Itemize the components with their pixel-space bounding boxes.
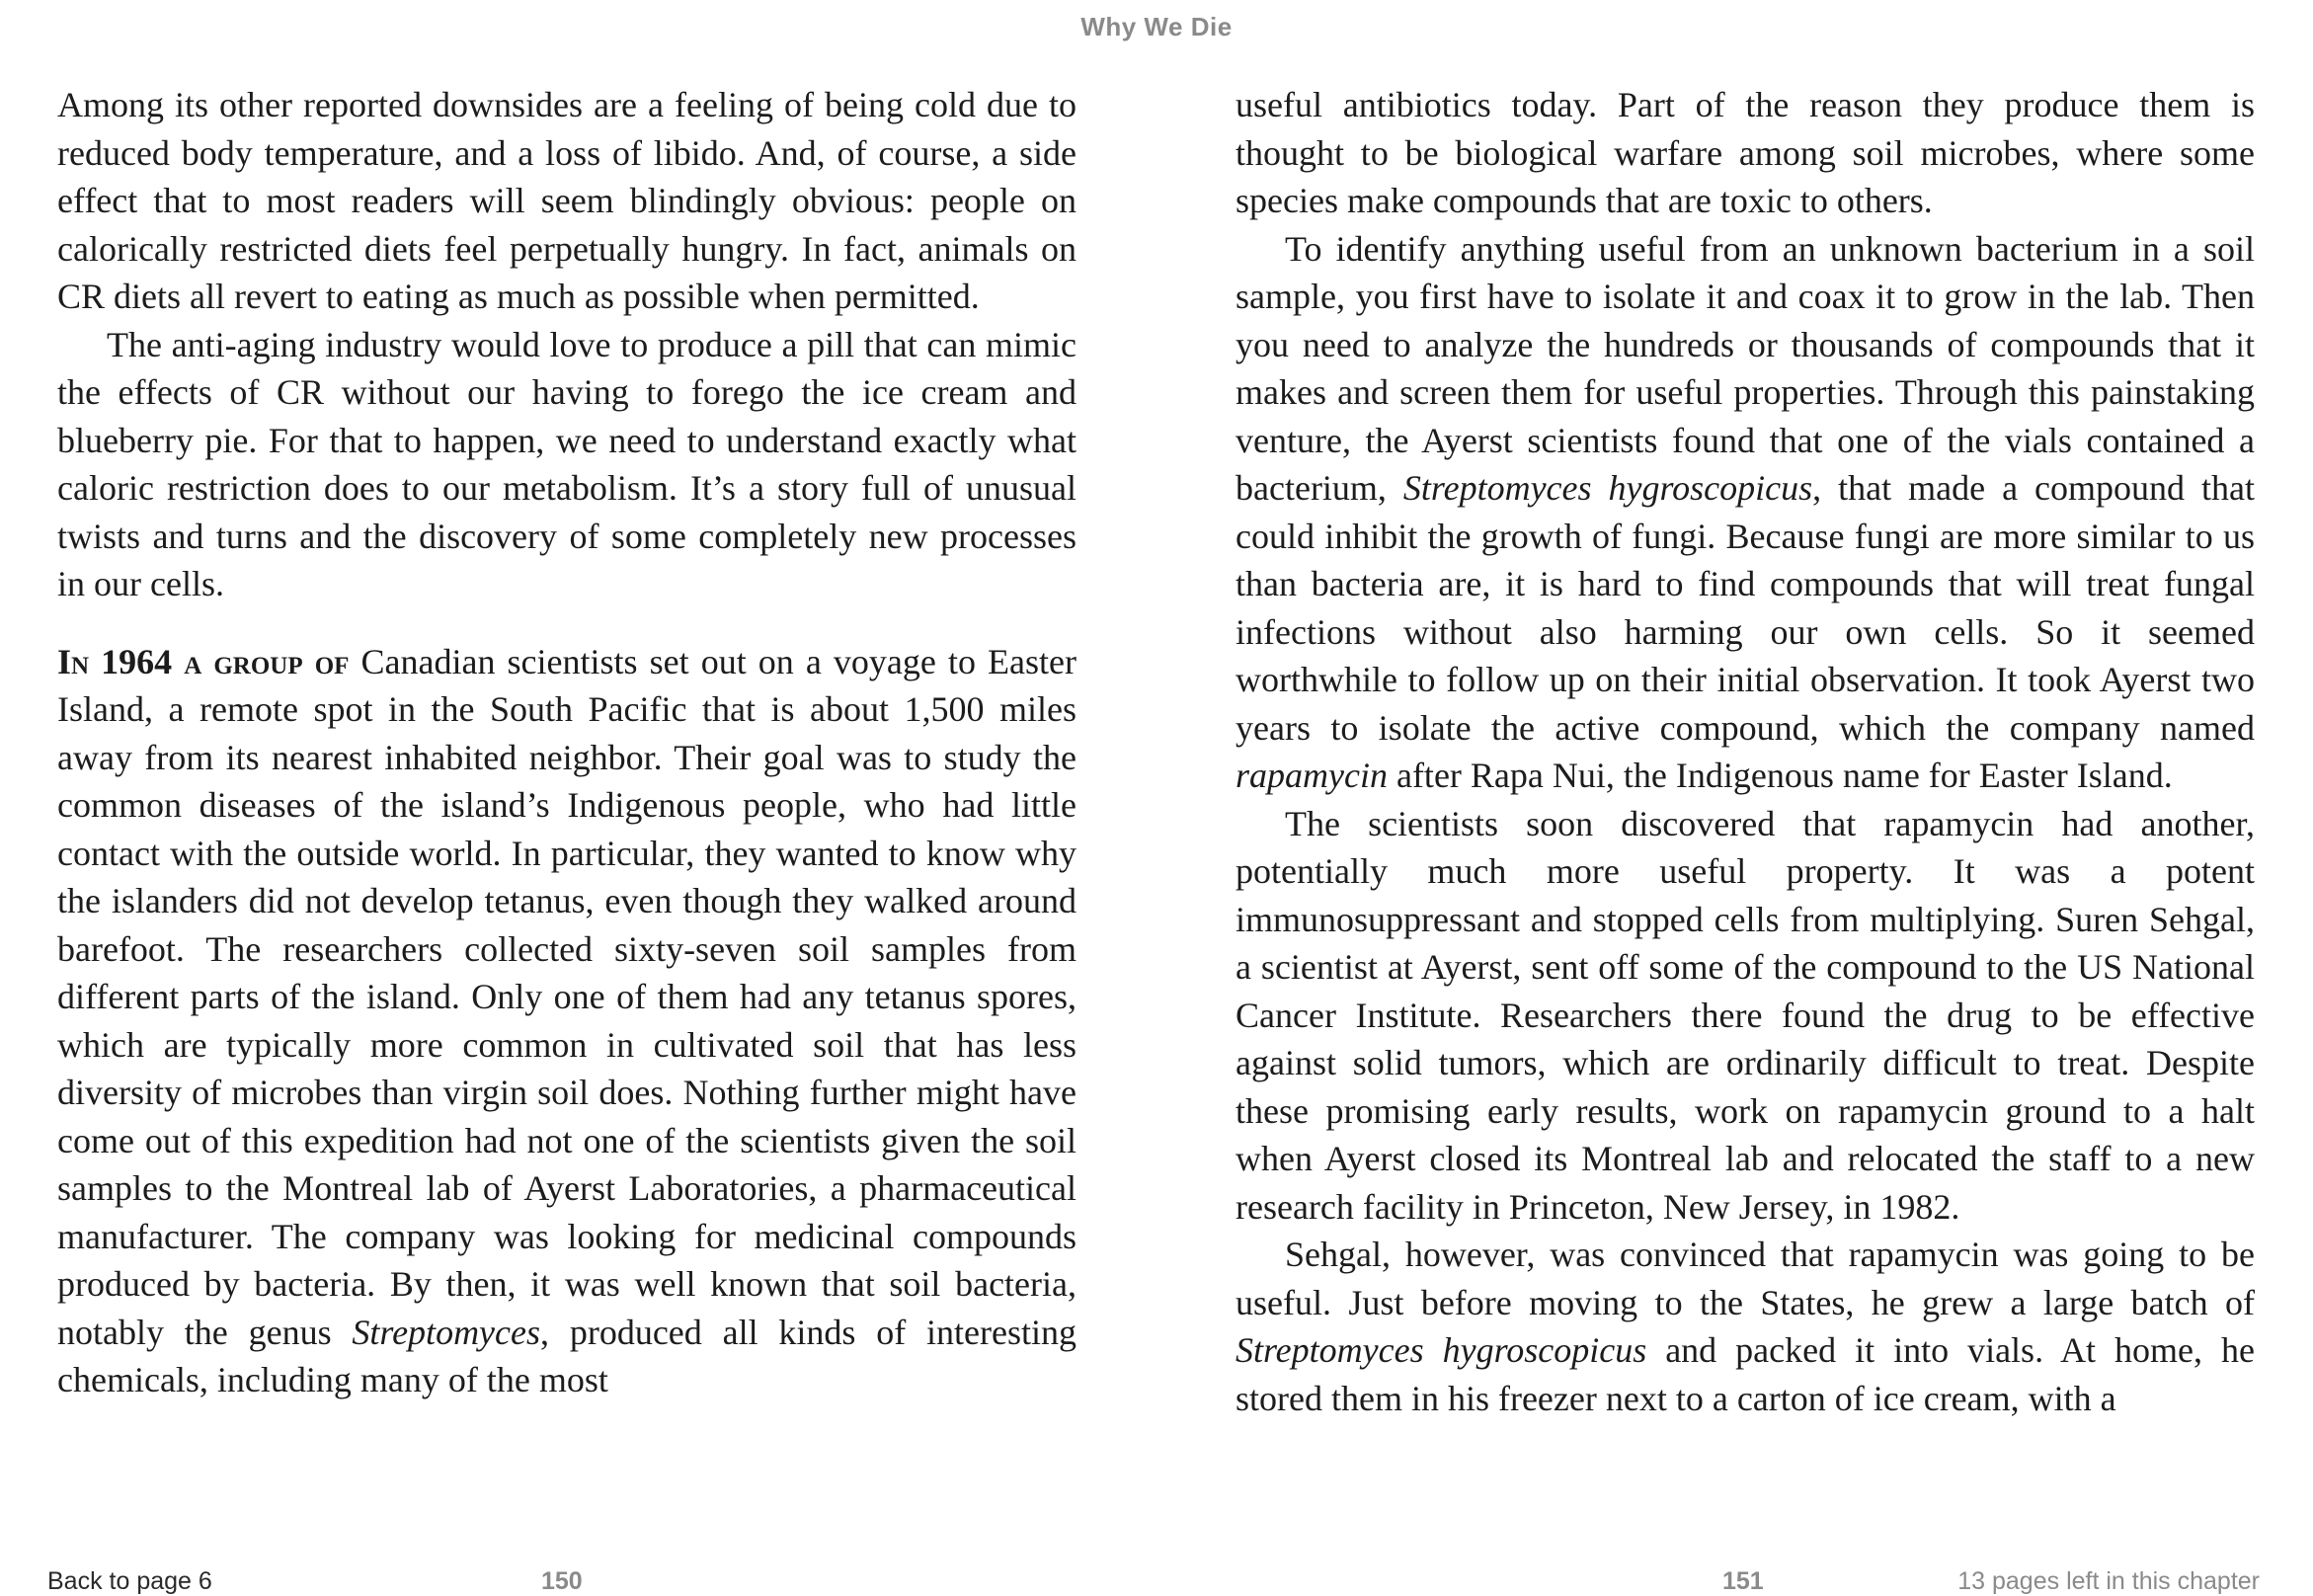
paragraph-text: , that made a compound that could inhibit the growth of fungi. Because fungi are more similar to us than bacteria are, it is hard to find compounds that will treat fungal infections without also harming our own cells. So it seemed worthwhile to follow up on their initial observation. It took Ayerst two years to isolate the active compound, which the company named: [1236, 468, 2255, 748]
paragraph-text: Sehgal, however, was convinced that rapamycin was going to be useful. Just before moving to the States, he grew a large batch of: [1236, 1235, 2255, 1322]
paragraph: useful antibiotics today. Part of the reason they produce them is thought to be biological warfare among soil microbes, where some species make compounds that are toxic to others.: [1236, 85, 2255, 220]
paragraph-text: and packed it into vials. At home, he stored them in his freezer next to a carton of ice cream, with a: [1236, 1330, 2255, 1418]
paragraph-text: To identify anything useful from an unknown bacterium in a soil sample, you first have to isolate it and coax it to grow in the lab. Then you need to analyze the hundreds or thousands of compounds that it makes and screen them for useful properties. Through this painstaking venture, the Ayerst scientists found that one of the vials contained a bacterium,: [1236, 228, 2255, 508]
italic-term: Streptomyces hygroscopicus: [1236, 1330, 1647, 1370]
paragraph: The scientists soon discovered that rapamycin had another, potentially much more useful property. It was a potent immunosuppressant and stopped cells from multiplying. Suren Sehgal, a scientist at Ayerst, sent off some of the compound to the US National Cancer Institute. Researchers there found the drug to be effective against solid tumors, which are ordinarily difficult to treat. Despite these promising early results, work on rapamycin ground to a halt when Ayerst closed its Montreal lab and relocated the staff to a new research facility in Princeton, New Jersey, in 1982.: [1236, 803, 2255, 1227]
paragraph-text: , produced all kinds of interesting chemicals, including many of the most: [57, 1312, 1077, 1399]
italic-term: Streptomyces hygroscopicus: [1402, 468, 1813, 508]
paragraph-text: Canadian scientists set out on a voyage to Easter Island, a remote spot in the South Pacific that is about 1,500 miles away from its nearest inhabited neighbor. Their goal was to study the common diseases of the island’s Indigenous people, who had little contact with the outside world. In particular, they wanted to know why the islanders did not develop tetanus, even though they walked around barefoot. The researchers collected sixty-seven soil samples from different parts of the island. Only one of them had any tetanus spores, which are typically more common in cultivated soil that has less diversity of microbes than virgin soil does. Nothing further might have come out of this expedition had not one of the scientists given the soil samples to the Montreal lab of Ayerst Laboratories, a pharmaceutical manufacturer. The company was looking for medicinal compounds produced by bacteria. By then, it was well known that soil bacteria, notably the genus: [57, 641, 1077, 1352]
paragraph: Among its other reported downsides are a feeling of being cold due to reduced body temperature, and a loss of libido. And, of course, a side effect that to most readers will seem blindingly obvious: people on calorically restricted diets feel perpetually hungry. In fact, animals on CR diets all revert to eating as much as possible when permitted.: [57, 85, 1077, 316]
section-lead-smallcaps: In 1964 a group of: [57, 641, 350, 681]
paragraph: The anti-aging industry would love to produce a pill that can mimic the effects of CR without our having to forego the ice cream and blueberry pie. For that to happen, we need to understand exactly what caloric restriction does to our metabolism. It’s a story full of unusual twists and turns and the discovery of some completely new processes in our cells.: [57, 324, 1077, 603]
right-page-number: 151: [1722, 1567, 1764, 1595]
left-page-number: 150: [541, 1567, 583, 1595]
paragraph-text: after Rapa Nui, the Indigenous name for Easter Island.: [1387, 756, 2173, 795]
left-page: [57, 81, 1077, 1404]
back-to-page-link[interactable]: Back to page 6: [47, 1567, 212, 1595]
book-title: Why We Die: [1080, 12, 1233, 41]
italic-term: Streptomyces: [352, 1312, 541, 1352]
italic-term: rapamycin: [1236, 756, 1388, 795]
right-page: [1236, 81, 2255, 1422]
paragraph: [1236, 225, 2255, 800]
paragraph: [1236, 1231, 2255, 1422]
section-start-paragraph: [57, 638, 1077, 1404]
pages-left-in-chapter: 13 pages left in this chapter: [1957, 1567, 2260, 1595]
